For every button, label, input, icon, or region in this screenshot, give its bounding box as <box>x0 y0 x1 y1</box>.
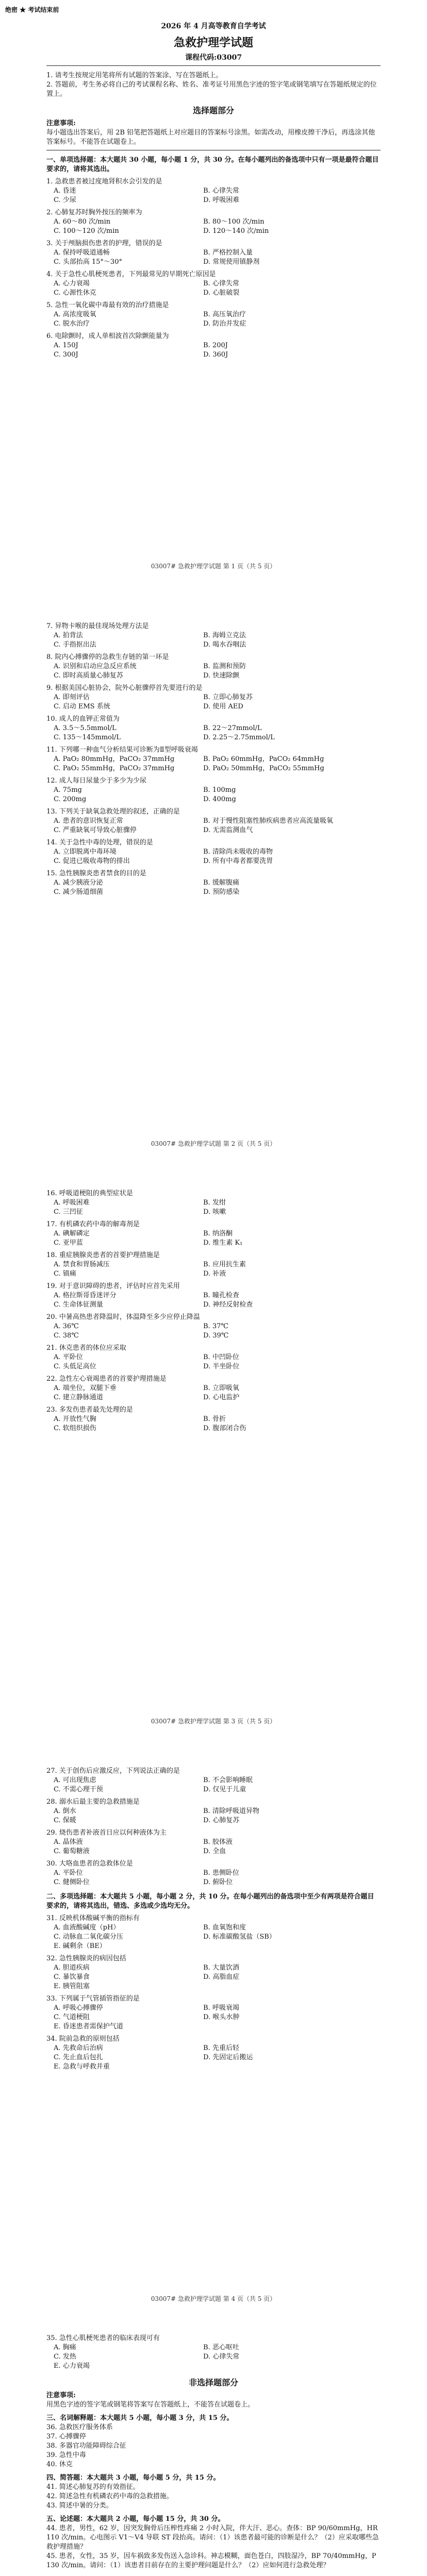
question-text: 19. 对于意识障碍的患者，评估时应首先采用 <box>46 1282 180 1290</box>
option: B. 血氧饱和度 <box>203 1924 246 1931</box>
option: A. 端坐位，双腿下垂 <box>54 1384 117 1392</box>
option: C. 生命体征测量 <box>54 1301 103 1309</box>
option: D. 心电监护 <box>203 1394 240 1401</box>
page-footer: 03007# 急救护理学试题 第 1 页（共 5 页） <box>151 563 276 570</box>
option: A. 平卧位 <box>54 1869 83 1877</box>
part1-title: 选择题部分 <box>192 106 234 115</box>
question-text: 22. 急性左心衰竭患者的首要护理措施是 <box>46 1375 167 1383</box>
page-1 <box>0 0 427 578</box>
question-text: 33. 下列属于气管插管指征的是 <box>46 1995 140 2003</box>
question-text: 14. 关于急性中毒的处理，错误的是 <box>46 839 153 846</box>
option: C. 135～145mmol/L <box>54 734 121 741</box>
question <box>46 208 381 236</box>
question-text: 20. 中暑高热患者降温时，体温降至多少应停止降温 <box>46 1313 200 1321</box>
option: C. 葡萄糖液 <box>54 1848 90 1855</box>
option: C. 发热 <box>54 2353 76 2361</box>
question-text: 32. 急性胰腺炎的病因包括 <box>46 1955 126 1962</box>
option: C. 心源性休克 <box>54 289 96 297</box>
note-1: 1. 请考生按规定用笔将所有试题的答案涂、写在答题纸上。 <box>46 72 223 79</box>
brief-item: 41. 简述心肺复苏的有效指征。 <box>46 2483 140 2491</box>
short-item: 38. 多器官功能障碍综合征 <box>46 2442 126 2450</box>
question-text: 2. 心肺复苏时胸外按压的频率为 <box>46 209 142 216</box>
page-footer: 03007# 急救护理学试题 第 4 页（共 5 页） <box>151 2295 276 2302</box>
option: A. 胸痛 <box>54 2344 76 2351</box>
option: D. 所有中毒者都要洗胃 <box>203 857 273 865</box>
option: B. 高压氧治疗 <box>203 311 246 318</box>
question-text: 15. 急性胰腺炎患者禁食的目的是 <box>46 870 146 877</box>
question-text: 6. 电除颤时，成人单相波首次除颤能量为 <box>46 332 169 340</box>
option: D. 神经反射检查 <box>203 1301 253 1309</box>
question-text: 23. 多发伤患者最先处理的是 <box>46 1406 133 1414</box>
option: A. 禁食和胃肠减压 <box>54 1261 110 1268</box>
brief-item: 42. 简述急性有机磷农药中毒的急救措施。 <box>46 2493 173 2500</box>
option: C. 建立静脉通道 <box>54 1394 103 1401</box>
short-item: 40. 休克 <box>46 2461 73 2468</box>
note-2: 2. 答题前，考生务必将自己的考试课程名称、姓名、准考证号用黑色字迹的签字笔或钢笔填写在答题纸规定的位置上。 <box>46 81 377 98</box>
option: C. 健侧卧位 <box>54 1878 90 1886</box>
option: C. 严重缺氧可导致心脏骤停 <box>54 826 137 834</box>
option: C. 启动 EMS 系统 <box>54 703 110 710</box>
option: C. 气道梗阻 <box>54 2013 90 2021</box>
question-text: 31. 反映机体酸碱平衡的指标有 <box>46 1914 140 1922</box>
option: B. 患侧卧位 <box>203 1869 239 1877</box>
option: A. 减少胰液分泌 <box>54 879 103 887</box>
option: C. 软组织损伤 <box>54 1425 96 1432</box>
option: C. 保暖 <box>54 1817 76 1824</box>
question-text: 30. 大咯血患者的急救体位是 <box>46 1860 133 1868</box>
exam-line: 2026 年 4 月高等教育自学考试 <box>161 22 266 30</box>
question <box>46 332 381 360</box>
page-footer: 03007# 急救护理学试题 第 3 页（共 5 页） <box>151 1718 276 1725</box>
option: B. 200J <box>203 342 228 349</box>
question-text: 11. 下列哪一种血气分析结果可诊断为Ⅱ型呼吸衰竭 <box>46 746 198 754</box>
option: A. 呼吸心搏骤停 <box>54 2004 103 2012</box>
option: D. 半坐卧位 <box>203 1363 240 1370</box>
option: E. 心力衰竭 <box>54 2362 90 2370</box>
short-item: 36. 急救医疗服务体系 <box>46 2424 113 2431</box>
option: A. 心力衰竭 <box>54 280 90 287</box>
question-text: 21. 休克患者的体位应采取 <box>46 1344 126 1352</box>
single-choice-title: 一、单项选择题：本大题共 30 小题，每小题 1 分，共 30 分。在每小题列出的备选项中只有一项是最符合题目要求的，请将其选出。 <box>46 156 379 173</box>
option: A. 拍背法 <box>54 632 83 639</box>
option: E. 胰管阻塞 <box>54 1982 90 1990</box>
option: B. 大量饮酒 <box>203 1964 239 1972</box>
option: D. 维生素 K₁ <box>203 1239 243 1247</box>
option: A. 倒水 <box>54 1807 76 1815</box>
option: C. 三凹征 <box>54 1208 83 1216</box>
option: C. 不需心理干预 <box>54 1786 103 1793</box>
short-item: 37. 心搏骤停 <box>46 2433 86 2441</box>
option: B. 呼吸衰竭 <box>203 2004 239 2012</box>
short-item: 39. 急性中毒 <box>46 2451 86 2459</box>
option: A. 呼吸困难 <box>54 1199 90 1207</box>
option: A. 立即脱离中毒环境 <box>54 848 117 856</box>
option: A. 平卧位 <box>54 1353 83 1361</box>
option: C. 300J <box>54 351 78 359</box>
option: B. 清除尚未吸收的毒物 <box>203 848 273 856</box>
option: B. 心律失常 <box>203 280 239 287</box>
option: B. 先重后轻 <box>203 2044 239 2052</box>
question-text: 17. 有机磷农药中毒的解毒剂是 <box>46 1221 140 1228</box>
option: D. 使用 AED <box>203 703 243 710</box>
part2-note: 用黑色字迹的签字笔或钢笔将答案写在答题纸上，不能答在试题卷上。 <box>46 2401 255 2409</box>
question-text: 13. 下列关于缺氧急救处理的叙述，正确的是 <box>46 808 180 816</box>
option: A. 即刻评估 <box>54 693 90 701</box>
option: E. 急救与呼救并重 <box>54 2063 110 2071</box>
page-4 <box>0 1733 427 2310</box>
option: A. 36℃ <box>54 1323 79 1330</box>
option: D. 心脏破裂 <box>203 289 240 297</box>
confidential-label: 绝密 ★ 考试结束前 <box>5 6 59 13</box>
course-code: 课程代码:03007 <box>185 54 242 62</box>
option: C. 头部抬高 15°～30° <box>54 258 122 266</box>
option: A. 60～80 次/min <box>54 218 111 226</box>
option: A. 胆道疾病 <box>54 1964 90 1972</box>
page-title: 急救护理学试题 <box>173 36 253 49</box>
option: D. 呼吸困难 <box>203 196 240 204</box>
option: B. 骨折 <box>203 1415 226 1423</box>
option: B. 心律失常 <box>203 187 239 195</box>
option: C. 少尿 <box>54 196 76 204</box>
option: B. 22～27mmol/L <box>203 724 262 732</box>
option: D. 常规使用镇静剂 <box>203 258 260 266</box>
option: B. 缓解腹痛 <box>203 879 239 887</box>
option: A. 先救命后治病 <box>54 2044 103 2052</box>
question-text: 1. 急救患者被过度地肾积水会引发的是 <box>46 178 162 185</box>
option: A. 识别和启动应急反应系统 <box>54 663 137 670</box>
option: A. 75mg <box>54 786 82 794</box>
option: A. 3.5～5.5mmol/L <box>54 724 117 732</box>
option: D. 39℃ <box>203 1332 229 1340</box>
page-3 <box>0 1155 427 1733</box>
option: D. 预防感染 <box>203 888 240 896</box>
option: D. 喝水吞咽法 <box>203 641 247 649</box>
option: D. PaO₂ 50mmHg，PaCO₂ 55mmHg <box>203 765 324 772</box>
question-text: 9. 根据美国心脏协会，院外心脏骤停首先要进行的是 <box>46 684 203 692</box>
page-5 <box>0 2310 427 2576</box>
option: C. 动脉血二氧化碳分压 <box>54 1933 123 1941</box>
option: D. 120～140 次/min <box>203 227 269 235</box>
question <box>46 270 381 298</box>
option: A. 血液酸碱度（pH） <box>54 1924 120 1931</box>
option: B. 海姆立克法 <box>203 632 246 639</box>
question <box>46 239 381 267</box>
question-text: 28. 溺水后最主要的急救措施是 <box>46 1798 140 1806</box>
option: D. 无需监测血气 <box>203 826 253 834</box>
question-text: 8. 院内心搏骤停的急救生存链的第一环是 <box>46 653 169 661</box>
question-text: 16. 呼吸道梗阻的典型症状是 <box>46 1190 133 1197</box>
question-text: 10. 成人的血钾正常值为 <box>46 715 120 723</box>
option: C. 手指抠出法 <box>54 641 96 649</box>
option: B. 发绀 <box>203 1199 226 1207</box>
page-footer: 03007# 急救护理学试题 第 2 页（共 5 页） <box>151 1140 276 1147</box>
option: A. 格拉斯哥昏迷评分 <box>54 1292 117 1299</box>
option: D. 防治并发症 <box>203 320 247 328</box>
option: C. 38℃ <box>54 1332 79 1340</box>
question-text: 12. 成人每日尿量少于多少为少尿 <box>46 777 146 785</box>
option: D. 补液 <box>203 1270 226 1278</box>
part2-note-title: 注意事项: <box>46 2392 76 2399</box>
short-title: 三、名词解释题：本大题共 5 小题，每小题 3 分，共 15 分。 <box>46 2414 234 2422</box>
option: C. 先止血后包扎 <box>54 2054 103 2061</box>
brief-title: 四、简答题：本大题共 3 小题，每小题 5 分，共 15 分。 <box>46 2474 220 2482</box>
option: A. 高浓度吸氧 <box>54 311 96 318</box>
option: D. 标准碳酸氢盐（SB） <box>203 1933 276 1941</box>
option: C. 暴饮暴食 <box>54 1973 90 1981</box>
option: E. 碱剩余（BE） <box>54 1942 106 1950</box>
option: A. 晶体液 <box>54 1838 83 1846</box>
question-text: 34. 院前急救的原则包括 <box>46 2035 120 2043</box>
option: B. 对于慢性阻塞性肺疾病患者应高流量吸氧 <box>203 817 333 825</box>
multi-choice-title: 二、多项选择题：本大题共 5 小题，每小题 2 分，共 10 分。在每小题列出的备选项中至少有两项是符合题目要求的，请将其选出，错选、多选或少选均无分。 <box>46 1893 374 1910</box>
option: D. 360J <box>203 351 228 359</box>
page-2 <box>0 578 427 1155</box>
case-item: 44. 患者，男性，62 岁，因突发胸骨后压榨性疼痛 2 小时入院，伴大汗、恶心。查体：BP 90/60mmHg，HR 110 次/min。心电图示 V1～V4 导联 ST 段抬高。请问：（1）该患者最可能的诊断是什么？（2）应采取哪些急救护理措施？ <box>46 2524 380 2551</box>
option: B. 恶心呕吐 <box>203 2344 239 2351</box>
option: B. 立即吸氧 <box>203 1384 239 1392</box>
option: B. PaO₂ 60mmHg，PaCO₂ 64mmHg <box>203 755 324 763</box>
option: C. 镇痛 <box>54 1270 76 1278</box>
option: D. 仅见于儿童 <box>203 1786 247 1793</box>
option: C. PaO₂ 55mmHg，PaCO₂ 37mmHg <box>54 765 175 772</box>
option: E. 昏迷患者需保护气道 <box>54 2023 123 2030</box>
attention-title: 注意事项: <box>46 120 76 127</box>
question-text: 35. 急性心肌梗死患者的临床表现可有 <box>46 2334 160 2342</box>
option: D. 2.25～2.75mmol/L <box>203 734 275 741</box>
question-text: 7. 异物卡喉的最佳现场处理方法是 <box>46 622 149 630</box>
option: C. 即时高质量心肺复苏 <box>54 672 123 680</box>
question-text: 29. 烧伤患者补液首日应以何种液体为主 <box>46 1829 167 1837</box>
option: B. 80～100 次/min <box>203 218 265 226</box>
option: C. 100～120 次/min <box>54 227 119 235</box>
option: A. PaO₂ 80mmHg，PaCO₂ 37mmHg <box>54 755 175 763</box>
attention-text: 每小题选出答案后，用 2B 铅笔把答题纸上对应题目的答案标号涂黑。如需改动，用橡皮擦干净后，再选涂其他答案标号。不能答在试题卷上。 <box>46 129 375 146</box>
option: B. 立即心肺复苏 <box>203 693 253 701</box>
option: D. 快速除颤 <box>203 672 240 680</box>
question-text: 18. 重症胰腺炎患者的首要护理措施是 <box>46 1251 160 1259</box>
option: A. 开放性气胸 <box>54 1415 96 1423</box>
option: C. 200mg <box>54 795 87 803</box>
option: D. 俯卧位 <box>203 1878 233 1886</box>
option: D. 腹部闭合伤 <box>203 1425 247 1432</box>
option: A. 150J <box>54 342 78 349</box>
option: C. 脱水治疗 <box>54 320 90 328</box>
option: B. 37℃ <box>203 1323 228 1330</box>
question-text: 27. 关于创伤后应激反应，下列说法正确的是 <box>46 1767 180 1775</box>
case-item: 45. 患者，女性，35 岁，因车祸致多发伤送入急诊科。神志模糊，面色苍白，四肢湿冷，BP 70/40mmHg，P 130 次/min。请问：（1）该患者目前存在的主要护理问题是什么？（2）应如何进行急救处理？ <box>46 2552 379 2569</box>
question-text: 3. 关于颅脑损伤患者的护理，错误的是 <box>46 240 162 247</box>
option: D. 全血 <box>203 1848 226 1855</box>
option: B. 纳洛酮 <box>203 1230 233 1238</box>
option: B. 清除呼吸道异物 <box>203 1807 259 1815</box>
option: B. 不会影响睡眠 <box>203 1776 253 1784</box>
case-title: 五、论述题：本大题共 2 小题，每小题 15 分，共 30 分。 <box>46 2515 225 2523</box>
option: D. 喉头水肿 <box>203 2013 240 2021</box>
option: C. 亚甲蓝 <box>54 1239 83 1247</box>
option: D. 咳嗽 <box>203 1208 226 1216</box>
option: A. 可出现焦虑 <box>54 1776 96 1784</box>
option: D. 心律失常 <box>203 2353 240 2361</box>
option: B. 瞳孔检查 <box>203 1292 239 1299</box>
option: B. 应用抗生素 <box>203 1261 246 1268</box>
brief-item: 43. 简述中暑的分类。 <box>46 2502 113 2510</box>
option: D. 先固定后搬运 <box>203 2054 253 2061</box>
part2-title: 非选择题部分 <box>188 2378 238 2387</box>
option: B. 100mg <box>203 786 236 794</box>
question <box>46 301 381 329</box>
option: A. 碘解磷定 <box>54 1230 90 1238</box>
question-text: 4. 关于急性心肌梗死患者，下列最常见的早期死亡原因是 <box>46 270 216 278</box>
question <box>46 177 381 205</box>
question-text: 5. 急性一氧化碳中毒最有效的治疗措施是 <box>46 301 169 309</box>
option: B. 监测和预防 <box>203 663 246 670</box>
option: D. 400mg <box>203 795 236 803</box>
option: C. 头低足高位 <box>54 1363 96 1370</box>
option: C. 减少肠道细菌 <box>54 888 103 896</box>
option: B. 严格控制入量 <box>203 249 253 257</box>
option: B. 中凹卧位 <box>203 1353 239 1361</box>
option: C. 促进已吸收毒物的排出 <box>54 857 130 865</box>
option: B. 胶体液 <box>203 1838 233 1846</box>
option: A. 保持呼吸道通畅 <box>54 249 110 257</box>
option: A. 昏迷 <box>54 187 76 195</box>
option: D. 高脂血症 <box>203 1973 240 1981</box>
option: D. 心肺复苏 <box>203 1817 240 1824</box>
option: A. 患者的意识恢复正常 <box>54 817 123 825</box>
